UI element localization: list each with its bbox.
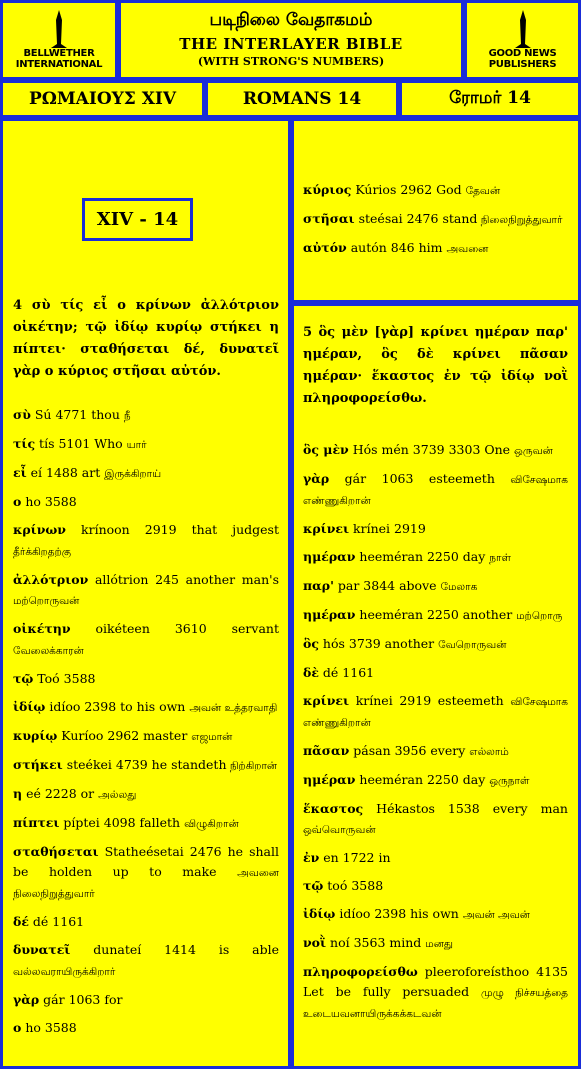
greek-word: ἰδίῳ [303, 906, 336, 921]
word-entry [303, 238, 568, 259]
translit-strongs-gloss: eé 2228 or [22, 786, 99, 801]
greek-word: ἰδίῳ [13, 699, 46, 714]
verse5-text: 5 ὃς μὲν [γὰρ] κρίνει ημέραν παρ' ημέραν, ὃς δὲ κρίνει πᾶσαν ημέραν· ἕκαστος ἐν τῷ ἰδίῳ νοῒ πληροφορείσθω. [303, 325, 568, 406]
tamil-gloss: யார் [126, 439, 147, 451]
greek-word: σὺ [13, 407, 31, 422]
word-entry [303, 547, 568, 568]
title-tamil: படிநிலை வேதாகமம் [209, 10, 373, 30]
greek-word: ημέραν [303, 772, 356, 787]
translit-strongs-gloss: Sú 4771 thou [30, 407, 124, 422]
tamil-gloss: விசேஷமாக எண்ணுகிறான் [303, 696, 568, 729]
word-entry [303, 691, 568, 733]
word-entry [303, 469, 568, 511]
greek-word: ἐν [303, 850, 320, 865]
greek-word: κύριος [303, 182, 352, 197]
tamil-gloss: நாள் [489, 552, 511, 564]
greek-word: πίπτει [13, 815, 60, 830]
translit-strongs-gloss: oikéteen 3610 servant [70, 621, 279, 636]
translit-strongs-gloss: en 1722 in [319, 850, 391, 865]
tamil-gloss: தேவன் [465, 185, 501, 197]
word-entry [13, 990, 279, 1010]
greek-word: κυρίῳ [13, 728, 58, 743]
translit-strongs-gloss: krínoon 2919 that judgest [65, 522, 279, 537]
tower-icon [514, 10, 532, 48]
translit-strongs-gloss: steésai 2476 stand [354, 211, 478, 226]
tamil-gloss: அவனை [446, 243, 489, 255]
translit-strongs-gloss: steékei 4739 he standeth [62, 757, 227, 772]
subtitle: (WITH STRONG'S NUMBERS) [197, 55, 385, 68]
translit-strongs-gloss: gár 1063 esteemeth [329, 471, 511, 486]
tamil-gloss: ஒருநாள் [489, 775, 530, 787]
word-entry [303, 904, 568, 925]
greek-word: αὐτόν [303, 240, 347, 255]
greek-word: ο [13, 494, 22, 509]
verse4-entries [13, 405, 279, 1038]
translit-strongs-gloss: pleeroforeísthoo 4135 Let be fully persuaded [303, 964, 568, 999]
word-entry [13, 669, 279, 689]
greek-word: ο [13, 1020, 22, 1035]
greek-word: πληροφορείσθω [303, 964, 418, 979]
word-entry [13, 784, 279, 805]
greek-word: πᾶσαν [303, 743, 350, 758]
translit-strongs-gloss: Kuríoo 2962 master [57, 728, 192, 743]
word-entry [13, 1018, 279, 1038]
tamil-gloss: மற்றொருவன் [13, 595, 80, 607]
word-entry [13, 570, 279, 611]
translit-strongs-gloss: par 3844 above [333, 578, 441, 593]
word-entry [13, 726, 279, 747]
word-entry [13, 813, 279, 834]
word-entry [303, 933, 568, 954]
translit-strongs-gloss: toó 3588 [323, 878, 384, 893]
nav-greek[interactable]: ΡΩΜΑΙΟΥΣ XIV [0, 80, 205, 118]
translit-strongs-gloss: krínei 2919 esteemeth [349, 693, 511, 708]
translit-strongs-gloss: noí 3563 mind [326, 935, 426, 950]
translit-strongs-gloss: allótrion 245 another man's [88, 572, 279, 587]
verse4-cont-column [303, 180, 568, 267]
translit-strongs-gloss: autón 846 him [346, 240, 447, 255]
word-entry [303, 770, 568, 791]
bell-tower-icon [50, 10, 68, 48]
translit-strongs-gloss: heeméran 2250 day [355, 549, 490, 564]
translit-strongs-gloss: dunateí 1414 is able [70, 942, 279, 957]
greek-word: κρίνει [303, 693, 350, 708]
greek-word: κρίνει [303, 521, 350, 536]
tamil-gloss: மனது [425, 938, 453, 950]
greek-word: τῷ [303, 878, 324, 893]
word-entry [13, 434, 279, 455]
right-logo-text: GOOD NEWS PUBLISHERS [488, 48, 557, 70]
translit-strongs-gloss: Kúrios 2962 God [351, 182, 466, 197]
title-english: THE INTERLAYER BIBLE [179, 35, 403, 53]
greek-word: εἶ [13, 465, 27, 480]
translit-strongs-gloss: dé 1161 [28, 914, 85, 929]
word-entry [303, 741, 568, 762]
tamil-gloss: எஜமான் [191, 731, 233, 743]
tamil-gloss: ஒருவன் [514, 445, 553, 457]
translit-strongs-gloss: idíoo 2398 to his own [45, 699, 190, 714]
translit-strongs-gloss: heeméran 2250 day [355, 772, 490, 787]
greek-word: ἀλλότριον [13, 572, 89, 587]
goodnews-logo [464, 0, 581, 80]
translit-strongs-gloss: krínei 2919 [349, 521, 426, 536]
word-entry [303, 799, 568, 840]
greek-word: σταθήσεται [13, 844, 99, 859]
tamil-gloss: அவன் அவன் [462, 909, 530, 921]
verse4-column [13, 295, 279, 1046]
tamil-gloss: வேறொருவன் [438, 639, 507, 651]
word-entry [303, 663, 568, 683]
word-entry [13, 405, 279, 426]
translit-strongs-gloss: ho 3588 [21, 1020, 77, 1035]
greek-word: δυνατεῖ [13, 942, 71, 957]
verse5-entries [303, 440, 568, 1024]
word-entry [13, 463, 279, 484]
tamil-gloss: நீ [123, 410, 131, 422]
greek-word: γὰρ [13, 992, 40, 1007]
greek-word: παρ' [303, 578, 334, 593]
word-entry [13, 619, 279, 661]
bellwether-logo [0, 0, 118, 80]
greek-word: η [13, 786, 23, 801]
translit-strongs-gloss: heeméran 2250 another [355, 607, 517, 622]
greek-word: οἰκέτην [13, 621, 71, 636]
greek-word: τῷ [13, 671, 34, 686]
greek-word: τίς [13, 436, 36, 451]
tamil-gloss: அவன் உத்தரவாதி [189, 702, 278, 714]
translit-strongs-gloss: hós 3739 another [318, 636, 439, 651]
tamil-gloss: நிலைநிறுத்துவார் [477, 214, 563, 226]
greek-word: ημέραν [303, 607, 356, 622]
translit-strongs-gloss: Hós mén 3739 3303 One [348, 442, 515, 457]
tamil-gloss: விசேஷமாக எண்ணுகிறான் [303, 474, 568, 507]
word-entry [303, 519, 568, 539]
greek-word: ημέραν [303, 549, 356, 564]
left-logo-text: BELLWETHER INTERNATIONAL [15, 48, 103, 70]
greek-word: στῆσαι [303, 211, 355, 226]
greek-word: ἕκαστος [303, 801, 364, 816]
translit-strongs-gloss: eí 1488 art [26, 465, 105, 480]
greek-word: νοῒ [303, 935, 327, 950]
tamil-gloss: மற்றொரு [516, 610, 563, 622]
translit-strongs-gloss: pásan 3956 every [349, 743, 470, 758]
translit-strongs-gloss: píptei 4098 falleth [59, 815, 185, 830]
verse5-column [303, 322, 568, 1032]
word-entry [303, 962, 568, 1024]
greek-word: ὃς [303, 636, 319, 651]
nav-english[interactable]: ROMANS 14 [205, 80, 399, 118]
tamil-gloss: முழு நிச்சயத்தை உடையவனாயிருக்கக்கடவன் [303, 987, 569, 1020]
greek-word: κρίνων [13, 522, 66, 537]
word-entry [13, 912, 279, 932]
word-entry [303, 876, 568, 896]
verse4-cont-entries [303, 180, 568, 259]
greek-word: δέ [13, 914, 29, 929]
word-entry [303, 180, 568, 201]
tamil-gloss: விழுகிறான் [184, 818, 239, 830]
tamil-gloss: அல்லது [98, 789, 137, 801]
translit-strongs-gloss: Hékastos 1538 every man [363, 801, 568, 816]
word-entry [13, 697, 279, 718]
word-entry [303, 848, 568, 868]
word-entry [13, 940, 279, 982]
greek-word: δὲ [303, 665, 319, 680]
word-entry [13, 842, 279, 904]
greek-word: στήκει [13, 757, 63, 772]
translit-strongs-gloss: dé 1161 [318, 665, 375, 680]
tamil-gloss: நிற்கிறான் [226, 760, 278, 772]
tamil-gloss: அவனை நிலைநிறுத்துவார் [13, 867, 279, 900]
tamil-gloss: மேலாக [440, 581, 478, 593]
tamil-gloss: எல்லாம் [469, 746, 509, 758]
word-entry [13, 520, 279, 562]
word-entry [303, 209, 568, 230]
word-entry [303, 605, 568, 626]
translit-strongs-gloss: gár 1063 for [39, 992, 123, 1007]
tamil-gloss: ஒவ்வொருவன் [303, 824, 376, 836]
word-entry [13, 755, 279, 776]
word-entry [13, 492, 279, 512]
word-entry [303, 634, 568, 655]
tamil-gloss: தீர்க்கிறதற்கு [13, 546, 72, 558]
translit-strongs-gloss: idíoo 2398 his own [335, 906, 463, 921]
translit-strongs-gloss: ho 3588 [21, 494, 77, 509]
chapter-label: XIV - 14 [82, 198, 193, 241]
word-entry [303, 440, 568, 461]
verse4-text: 4 σὺ τίς εἶ ο κρίνων ἀλλότριον οἰκέτην; τῷ ἰδίῳ κυρίῳ στήκει η πίπτει· σταθήσεται δέ, δυνατεῖ γὰρ ο κύριος στῆσαι αὐτόν. [13, 298, 279, 379]
tamil-gloss: இருக்கிறாய் [104, 468, 162, 480]
tamil-gloss: வல்லவராயிருக்கிறார் [13, 966, 116, 978]
word-entry [303, 576, 568, 597]
greek-word: γὰρ [303, 471, 330, 486]
nav-tamil[interactable]: ரோமர் 14 [399, 80, 581, 118]
translit-strongs-gloss: Toó 3588 [33, 671, 96, 686]
tamil-gloss: வேலைக்காரன் [13, 645, 84, 657]
title-block [118, 0, 464, 80]
translit-strongs-gloss: tís 5101 Who [35, 436, 127, 451]
translit-strongs-gloss: Statheésetai 2476 he shall be holden up to make [13, 844, 279, 879]
greek-word: ὃς μὲν [303, 442, 349, 457]
